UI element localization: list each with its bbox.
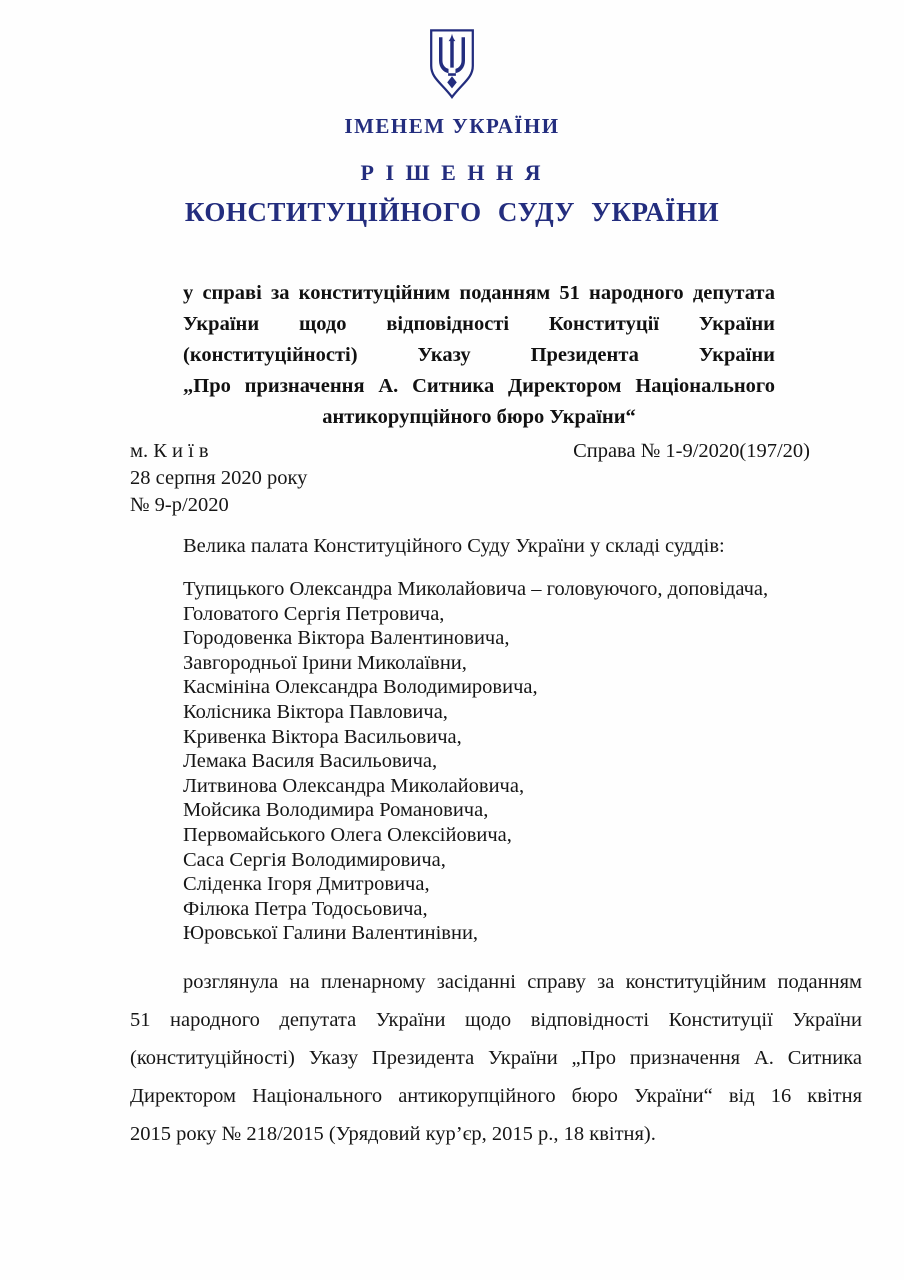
case-summary-line: України щодо відповідності Конституції України [183, 313, 775, 335]
resolution-line: (конституційності) Указу Президента України „Про призначення А. Ситника [130, 1046, 862, 1069]
case-summary-line: „Про призначення А. Ситника Директором Національного [183, 375, 775, 397]
judge-item: Колісника Віктора Павловича, [183, 700, 448, 723]
judge-item: Лемака Василя Васильовича, [183, 750, 438, 773]
judge-item: Сліденка Ігоря Дмитровича, [183, 873, 430, 896]
judge-item: Касмініна Олександра Володимировича, [183, 676, 538, 699]
case-summary [183, 278, 775, 433]
judge-item: Юровської Галини Валентинівни, [183, 922, 479, 945]
meta-left [130, 438, 307, 519]
judge-item: Мойсика Володимира Романовича, [183, 799, 489, 822]
judge-item: Городовенка Віктора Валентиновича, [183, 627, 510, 650]
judge-item: Первомайського Олега Олексійовича, [183, 823, 512, 846]
meta-block [130, 438, 810, 519]
resolution-line: Директором Національного антикорупційного бюро України“ від 16 квітня [130, 1084, 862, 1107]
judge-item: Завгородньої Ірини Миколаївни, [183, 651, 467, 674]
decision-heading: Р І Ш Е Н Н Я [360, 160, 544, 185]
in-the-name-heading: ІМЕНЕМ УКРАЇНИ [344, 114, 560, 138]
judge-item: Філюка Петра Тодосьовича, [183, 897, 428, 920]
composition-intro: Велика палата Конституційного Суду України у складі суддів: [183, 535, 725, 557]
judge-item: Головатого Сергія Петровича, [183, 602, 445, 625]
resolution-line: 2015 року № 218/2015 (Урядовий кур’єр, 2015 р., 18 квітня). [130, 1122, 656, 1145]
judge-item: Кривенка Віктора Васильовича, [183, 725, 462, 748]
judge-item: Литвинова Олександра Миколайовича, [183, 774, 525, 797]
case-number-line: Справа № 1-9/2020(197/20) [573, 440, 810, 462]
judge-item: Тупицького Олександра Миколайовича – головуючого, доповідача, [183, 578, 769, 600]
resolution-paragraph [130, 963, 862, 1153]
date-line: 28 серпня 2020 року [130, 467, 308, 489]
trident-emblem-icon [426, 26, 478, 104]
resolution-line: 51 народного депутата України щодо відповідності Конституції України [130, 1008, 862, 1031]
judge-item: Саса Сергія Володимировича, [183, 848, 446, 871]
court-name-heading: КОНСТИТУЦІЙНОГО СУДУ УКРАЇНИ [184, 197, 720, 227]
decision-number-line: № 9-р/2020 [130, 494, 229, 516]
resolution-line: розглянула на пленарному засіданні справу за конституційним поданням [183, 970, 862, 993]
city-line: м. К и ї в [130, 440, 209, 462]
case-summary-line: у справі за конституційним поданням 51 народного депутата [183, 282, 775, 304]
judges-list [183, 577, 904, 946]
case-summary-line: антикорупційного бюро України“ [322, 406, 636, 428]
case-summary-line: (конституційності) Указу Президента України [183, 344, 775, 366]
